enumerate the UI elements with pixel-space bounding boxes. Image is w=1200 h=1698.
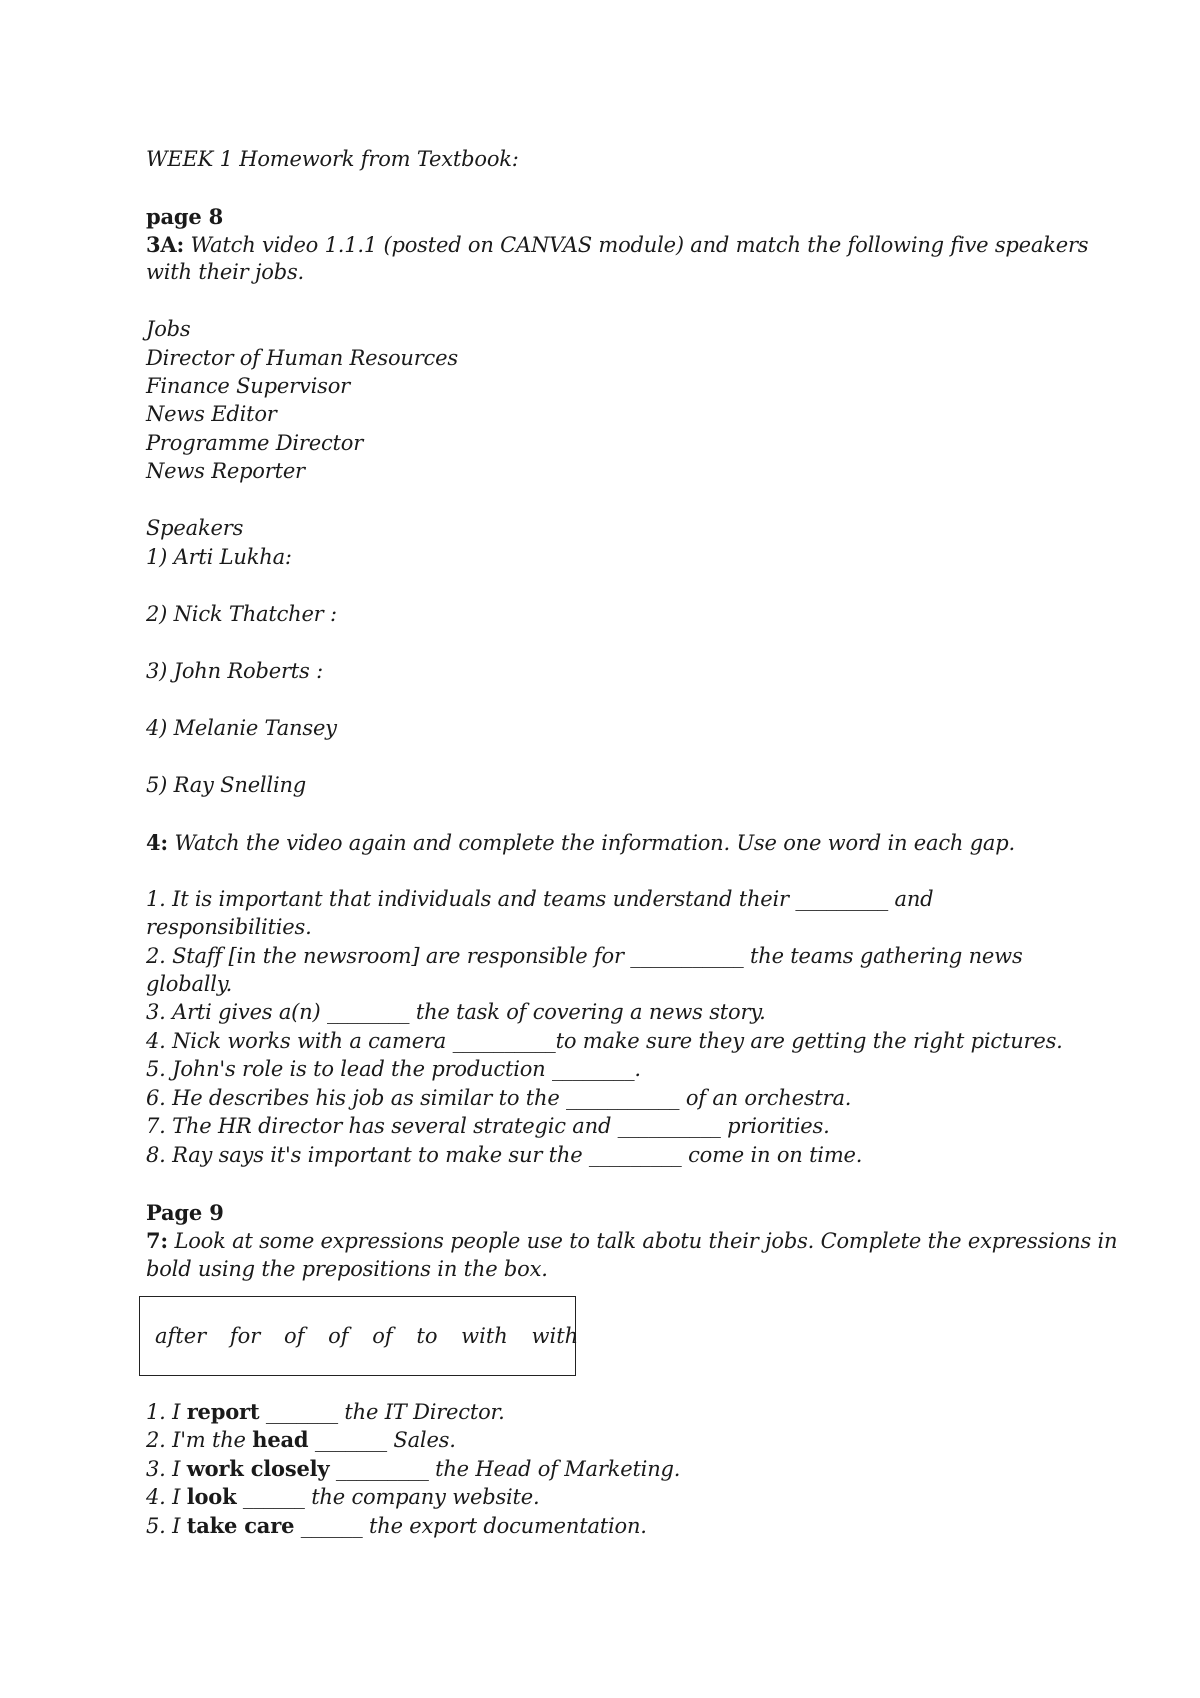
prepositions-box xyxy=(139,1296,579,1376)
page-8-label: page 8 xyxy=(146,204,224,229)
exercise-3a-instruction xyxy=(146,230,1088,260)
exercise-3a-text: Watch video 1.1.1 (posted on CANVAS module) and match the following five speakers xyxy=(184,233,1089,257)
exercise-7-text: Look at some expressions people use to talk abotu their jobs. Complete the expressions in xyxy=(167,1229,1118,1253)
exercise-3a-label: 3A: xyxy=(146,232,185,257)
gap-sentence-cont: globally. xyxy=(146,972,233,996)
gap-sentence: 2. Staff [in the newsroom] are responsible for ___________ the teams gathering news xyxy=(146,944,1023,968)
gap-sentence: 8. Ray says it's important to make sur the _________ come in on time. xyxy=(146,1143,863,1167)
expression-line xyxy=(146,1425,456,1455)
expression-pre: 5. I xyxy=(146,1514,187,1538)
speaker-item: 3) John Roberts : xyxy=(146,659,323,683)
gap-sentence: 3. Arti gives a(n) ________ the task of covering a news story. xyxy=(146,1000,766,1024)
page-9-label: Page 9 xyxy=(146,1200,224,1225)
speaker-item: 5) Ray Snelling xyxy=(146,773,307,797)
exercise-4-instruction xyxy=(146,828,1015,858)
expression-post: ______ the company website. xyxy=(236,1485,540,1509)
gap-sentence: 6. He describes his job as similar to the ___________ of an orchestra. xyxy=(146,1086,852,1110)
jobs-heading: Jobs xyxy=(146,317,191,341)
exercise-4-label: 4: xyxy=(146,830,168,855)
expression-bold: report xyxy=(186,1399,260,1424)
job-item: Director of Human Resources xyxy=(146,346,458,370)
preposition: of xyxy=(284,1324,305,1348)
preposition: to xyxy=(416,1324,438,1348)
preposition: after xyxy=(155,1324,207,1348)
job-item: News Reporter xyxy=(146,459,305,483)
expression-line xyxy=(146,1482,539,1512)
expression-pre: 4. I xyxy=(146,1485,187,1509)
job-item: Programme Director xyxy=(146,431,364,455)
expression-bold: take care xyxy=(186,1513,295,1538)
job-item: Finance Supervisor xyxy=(146,374,350,398)
page-title: WEEK 1 Homework from Textbook: xyxy=(146,147,519,171)
speaker-item: 1) Arti Lukha: xyxy=(146,545,292,569)
gap-sentence-cont: responsibilities. xyxy=(146,915,312,939)
expression-line xyxy=(146,1397,505,1427)
prepositions-list xyxy=(155,1322,578,1351)
expression-bold: head xyxy=(252,1427,309,1452)
expression-pre: 2. I'm the xyxy=(146,1428,253,1452)
preposition: of xyxy=(372,1324,393,1348)
expression-bold: look xyxy=(186,1484,237,1509)
gap-sentence: 7. The HR director has several strategic and __________ priorities. xyxy=(146,1114,830,1138)
speaker-item: 2) Nick Thatcher : xyxy=(146,602,337,626)
expression-post: _______ Sales. xyxy=(308,1428,456,1452)
expression-post: _________ the Head of Marketing. xyxy=(329,1457,681,1481)
gap-sentence: 1. It is important that individuals and teams understand their _________ and xyxy=(146,887,934,911)
preposition: of xyxy=(328,1324,349,1348)
preposition: with xyxy=(531,1324,579,1348)
preposition: with xyxy=(461,1324,508,1348)
gap-sentence: 5. John's role is to lead the production ________. xyxy=(146,1057,641,1081)
expression-pre: 3. I xyxy=(146,1457,187,1481)
expression-post: ______ the export documentation. xyxy=(294,1514,647,1538)
expression-pre: 1. I xyxy=(146,1400,187,1424)
exercise-3a-instruction-cont: with their jobs. xyxy=(146,260,305,284)
job-item: News Editor xyxy=(146,402,277,426)
expression-post: _______ the IT Director. xyxy=(259,1400,505,1424)
expression-line xyxy=(146,1511,647,1541)
preposition: for xyxy=(229,1324,261,1348)
expression-line xyxy=(146,1454,680,1484)
expression-bold: work closely xyxy=(186,1456,330,1481)
exercise-7-instruction-cont: bold using the prepositions in the box. xyxy=(146,1257,548,1281)
exercise-7-label: 7: xyxy=(146,1228,168,1253)
exercise-7-instruction xyxy=(146,1226,1117,1256)
gap-sentence: 4. Nick works with a camera __________to make sure they are getting the right pictures. xyxy=(146,1029,1063,1053)
exercise-4-text: Watch the video again and complete the information. Use one word in each gap. xyxy=(167,831,1015,855)
speaker-item: 4) Melanie Tansey xyxy=(146,716,337,740)
speakers-heading: Speakers xyxy=(146,516,244,540)
